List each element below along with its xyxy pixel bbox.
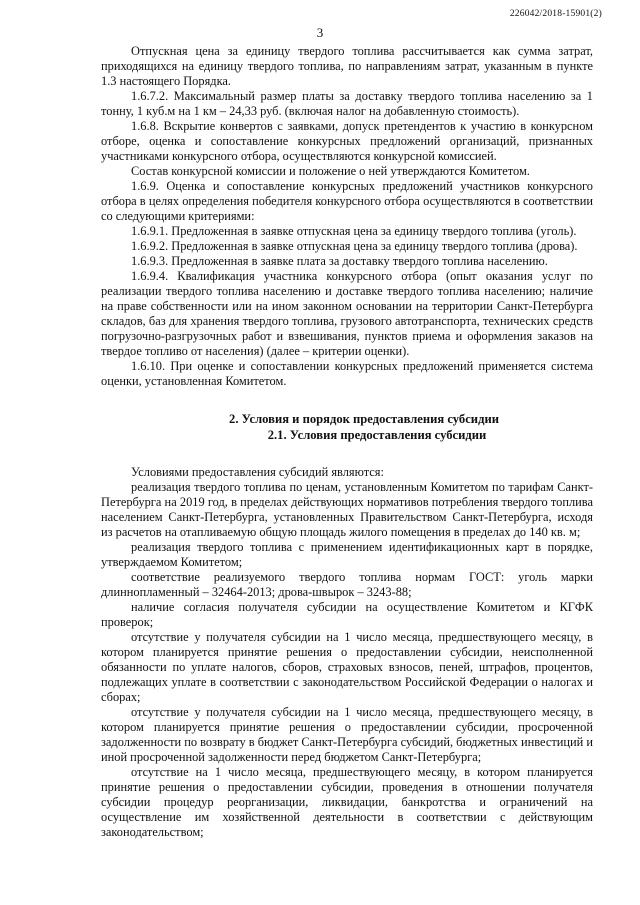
paragraph: Отпускная цена за единицу твердого топлива рассчитывается как сумма затрат, приходящихся на единицу твердого топлива, по направлениям затрат, указанным в пункте 1.3 настоящего Порядка. — [101, 44, 593, 88]
paragraph: соответствие реализуемого твердого топлива нормам ГОСТ: уголь марки длиннопламенный – 32464-2013; дрова-швырок – 3243-88; — [101, 570, 593, 599]
paragraph: реализация твердого топлива с применением идентификационных карт в порядке, утверждаемом Комитетом; — [101, 540, 593, 569]
section-heading: 2. Условия и порядок предоставления субсидии — [229, 412, 499, 426]
paragraph: 1.6.7.2. Максимальный размер платы за доставку твердого топлива населению за 1 тонну, 1 куб.м на 1 км – 24,33 руб. (включая налог на добавленную стоимость). — [101, 89, 593, 118]
page-number: 3 — [316, 25, 324, 40]
paragraph: отсутствие у получателя субсидии на 1 число месяца, предшествующего месяцу, в котором планируется принятие решения о предоставлении субсидии, просроченной задолженности по возврату в бюджет Санкт-Петербурга субсидий, бюджетных инвестиций и иной просроченной задолженности перед бюджетом Санкт-Петербурга; — [101, 705, 593, 764]
section-heading-block — [101, 411, 593, 443]
subsection-heading: 2.1. Условия предоставления субсидии — [267, 428, 487, 442]
paragraph: 1.6.8. Вскрытие конвертов с заявками, допуск претендентов к участию в конкурсном отборе, оценка и сопоставление конкурсных предложений организаций, признанных участниками конкурсного отбора, осуществляются конкурсной комиссией. — [101, 119, 593, 163]
paragraph: наличие согласия получателя субсидии на осуществление Комитетом и КГФК проверок; — [101, 600, 593, 629]
paragraph: отсутствие на 1 число месяца, предшествующего месяцу, в котором планируется принятие решения о предоставлении субсидии, проведения в отношении получателя субсидии процедур реорганизации, ликвидации, банкротства и ограничений на осуществление им хозяйственной деятельности в соответствии с действующим законодательством; — [101, 765, 593, 839]
paragraph: 1.6.9.1. Предложенная в заявке отпускная цена за единицу твердого топлива (уголь). — [131, 224, 577, 238]
paragraph: реализация твердого топлива по ценам, установленным Комитетом по тарифам Санкт-Петербурга на 2019 год, в пределах действующих нормативов потребления твердого топлива населением Санкт-Петербурга, установленных Правительством Санкт-Петербурга, исходя из расчетов на отапливаемую общую площадь жилого помещения в пределах до 140 кв. м; — [101, 480, 593, 539]
document-body — [101, 44, 593, 840]
paragraph: Состав конкурсной комиссии и положение о ней утверждаются Комитетом. — [131, 164, 530, 178]
paragraph: 1.6.9.4. Квалификация участника конкурсного отбора (опыт оказания услуг по реализации твердого топлива населению и доставке твердого топлива населению; наличие на праве собственности или на ином законном основании на территории Санкт-Петербурга складов, баз для хранения твердого топлива, грузового автотранспорта, технических средств погрузочно-разгрузочных работ и взвешивания, пунктов приема и оформления заказов на твердое топливо от населения) (далее – критерии оценки). — [101, 269, 593, 358]
document-id: 226042/2018-15901(2) — [509, 9, 602, 19]
paragraph: 1.6.10. При оценке и сопоставлении конкурсных предложений применяется система оценки, установленная Комитетом. — [101, 359, 593, 388]
paragraph: 1.6.9.3. Предложенная в заявке плата за доставку твердого топлива населению. — [131, 254, 548, 268]
paragraph: отсутствие у получателя субсидии на 1 число месяца, предшествующего месяцу, в котором планируется принятие решения о предоставлении субсидии, неисполненной обязанности по уплате налогов, сборов, страховых взносов, пеней, штрафов, процентов, подлежащих уплате в соответствии с законодательством Российской Федерации о налогах и сборах; — [101, 630, 593, 704]
paragraph: Условиями предоставления субсидий являются: — [131, 465, 384, 479]
paragraph: 1.6.9. Оценка и сопоставление конкурсных предложений участников конкурсного отбора в целях определения победителя конкурсного отбора осуществляются в соответствии со следующими критериями: — [101, 179, 593, 223]
paragraph: 1.6.9.2. Предложенная в заявке отпускная цена за единицу твердого топлива (дрова). — [131, 239, 578, 253]
